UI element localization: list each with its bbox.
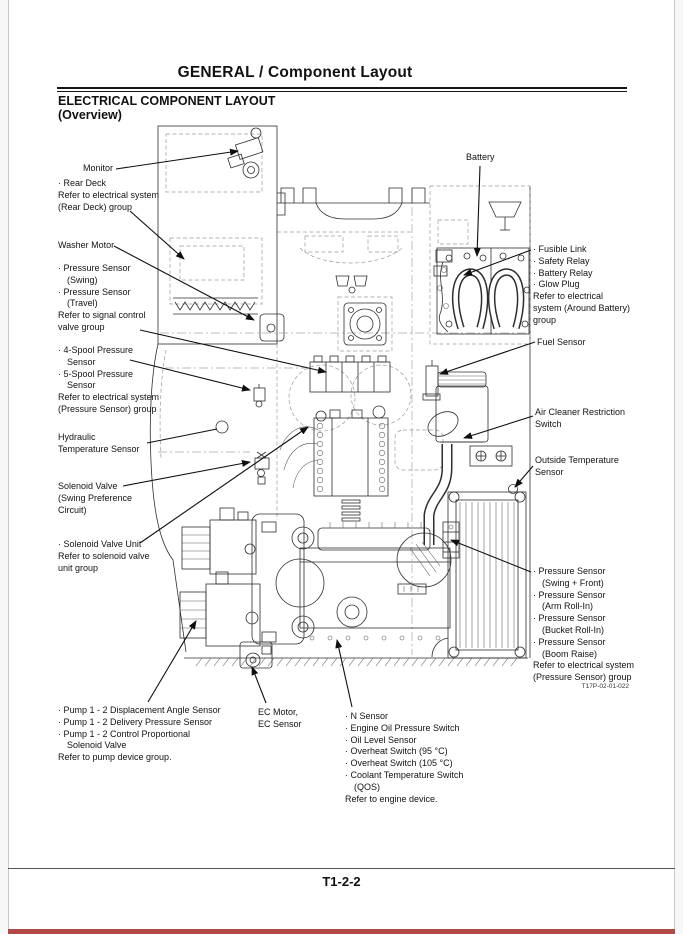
label-line: · Rear Deck	[58, 178, 107, 188]
label-solenoid-unit	[58, 539, 150, 574]
label-line: · Pressure Sensor	[533, 613, 606, 624]
label-outside-temp	[535, 455, 619, 479]
leader-battery	[477, 166, 480, 256]
figure-number: T17P-02-01-022	[581, 683, 629, 690]
label-line: (Swing)	[67, 274, 98, 285]
label-line: (Bucket Roll-In)	[542, 624, 605, 635]
label-line: · Overheat Switch (105 °C)	[345, 758, 453, 769]
label-line: (Swing Preference	[58, 492, 133, 503]
signal-control-valve	[216, 356, 411, 484]
page-bottom-accent-bar	[8, 929, 675, 934]
page-margin-left	[0, 0, 8, 934]
label-line: unit group	[58, 562, 99, 573]
label-line: · Pressure Sensor	[58, 286, 131, 297]
front-frame	[277, 188, 430, 293]
leader-swing-preference	[123, 462, 250, 486]
leader-signal-control-valve	[140, 330, 326, 372]
label-line: · 5-Spool Pressure	[58, 368, 134, 379]
label-line: Refer to solenoid valve	[58, 550, 150, 561]
leader-outside-temp	[515, 466, 533, 487]
cab	[158, 126, 285, 344]
label-line: Temperature Sensor	[58, 443, 140, 454]
label-line: EC Motor,	[258, 707, 299, 717]
leader-air-cleaner	[464, 416, 533, 438]
label-line: · Solenoid Valve Unit	[58, 539, 142, 549]
leader-hydraulic-temp	[147, 429, 217, 443]
label-line: · Coolant Temperature Switch	[345, 769, 464, 780]
label-line: Circuit)	[58, 504, 87, 515]
label-line: Refer to electrical system	[58, 189, 160, 200]
label-line: Switch	[535, 418, 562, 429]
label-line: system (Around Battery)	[533, 302, 631, 313]
label-line: (Swing + Front)	[542, 577, 604, 588]
label-line: EC Sensor	[258, 718, 302, 729]
leader-engine-devices	[337, 640, 352, 707]
label-line: Refer to electrical	[533, 291, 604, 302]
label-swing-preference	[58, 481, 132, 516]
label-line: · Safety Relay	[533, 255, 590, 266]
header-rule-thick	[57, 87, 627, 89]
label-line: Fuel Sensor	[537, 337, 586, 347]
leader-pressure-front	[451, 540, 531, 572]
footer-rule	[8, 868, 675, 869]
leader-lines	[114, 151, 535, 707]
small-sensors	[443, 485, 518, 559]
label-line: · Fusible Link	[533, 244, 587, 254]
label-line: Outside Temperature	[535, 455, 619, 465]
label-line: · Battery Relay	[533, 267, 593, 278]
leader-pump	[148, 621, 196, 702]
label-ec-motor	[258, 707, 302, 731]
leader-around-battery	[464, 250, 531, 275]
label-line: Monitor	[83, 163, 114, 173]
label-pump	[58, 705, 221, 764]
chapter-title: GENERAL / Component Layout	[177, 64, 413, 81]
label-line: · Engine Oil Pressure Switch	[345, 722, 460, 733]
label-line: Sensor	[67, 356, 96, 367]
label-line: · Pressure Sensor	[533, 589, 606, 600]
label-line: (Pressure Sensor) group	[58, 403, 157, 414]
leader-monitor	[116, 151, 238, 169]
label-line: Solenoid Valve	[58, 481, 118, 491]
label-line: (Boom Raise)	[542, 648, 598, 659]
label-pressure-swing-travel	[58, 263, 146, 334]
label-line: Refer to signal control	[58, 310, 146, 321]
engine	[252, 444, 450, 644]
label-line: Refer to electrical system	[58, 392, 160, 403]
radiator	[397, 492, 526, 658]
label-hydraulic-temp	[58, 432, 140, 456]
pump-unit	[180, 508, 272, 668]
label-line: Air Cleaner Restriction	[535, 407, 626, 417]
label-line: · Pressure Sensor	[533, 566, 606, 576]
label-line: · Glow Plug	[533, 279, 580, 290]
label-monitor	[83, 163, 113, 175]
battery-compartment	[430, 186, 530, 344]
label-line: (Arm Roll-In)	[542, 601, 593, 612]
label-line: Washer Motor	[58, 240, 115, 250]
label-line: Sensor	[535, 466, 564, 477]
swing-device	[338, 297, 392, 351]
page-margin-right	[675, 0, 683, 934]
label-line: · Pressure Sensor	[58, 263, 131, 273]
leader-solenoid-unit	[140, 427, 308, 543]
label-line: Battery	[466, 152, 495, 162]
label-line: valve group	[58, 321, 105, 332]
page-number: T1-2-2	[322, 874, 361, 889]
label-line: Sensor	[67, 380, 96, 391]
label-line: (Pressure Sensor) group	[533, 672, 632, 683]
fuel-sensor-part	[423, 360, 440, 400]
label-line: Solenoid Valve	[67, 740, 127, 751]
label-line: (QOS)	[354, 781, 380, 792]
label-line: (Travel)	[67, 298, 98, 309]
label-line: · Pump 1 - 2 Delivery Pressure Sensor	[58, 716, 213, 727]
label-spool-pressure	[58, 345, 159, 416]
label-line: · Pump 1 - 2 Displacement Angle Sensor	[58, 705, 221, 715]
page-border-left	[8, 0, 9, 934]
label-line: Refer to pump device group.	[58, 752, 172, 763]
label-washer-motor	[58, 240, 114, 252]
label-line: Refer to electrical system	[533, 660, 635, 671]
label-fuel-sensor	[537, 337, 586, 349]
section-subtitle: (Overview)	[58, 108, 122, 122]
label-line: Hydraulic	[58, 432, 96, 442]
leader-rear-deck	[130, 211, 184, 259]
label-line: · Overheat Switch (95 °C)	[345, 746, 448, 757]
label-line: · 4-Spool Pressure	[58, 345, 134, 355]
page-border-right	[674, 0, 675, 934]
section-title: ELECTRICAL COMPONENT LAYOUT	[58, 94, 276, 108]
air-cleaner	[424, 372, 512, 466]
label-line: (Rear Deck) group	[58, 201, 133, 212]
label-around-battery	[533, 244, 630, 327]
label-line: · Pump 1 - 2 Control Proportional	[58, 728, 191, 739]
leader-ec-motor	[252, 667, 266, 703]
label-line: group	[533, 314, 557, 325]
header-rule-thin	[57, 91, 627, 92]
leader-fuel-sensor	[440, 342, 535, 374]
label-engine-devices	[345, 711, 463, 805]
label-rear-deck	[58, 178, 159, 213]
control-valve	[280, 410, 443, 521]
label-line: · Pressure Sensor	[533, 636, 606, 647]
label-air-cleaner	[535, 407, 625, 431]
label-battery	[466, 152, 495, 164]
label-line: · Oil Level Sensor	[345, 734, 417, 745]
body-outline	[150, 186, 530, 666]
label-line: · N Sensor	[345, 711, 389, 721]
label-line: Refer to engine device.	[345, 793, 438, 804]
label-pressure-front	[533, 566, 634, 684]
